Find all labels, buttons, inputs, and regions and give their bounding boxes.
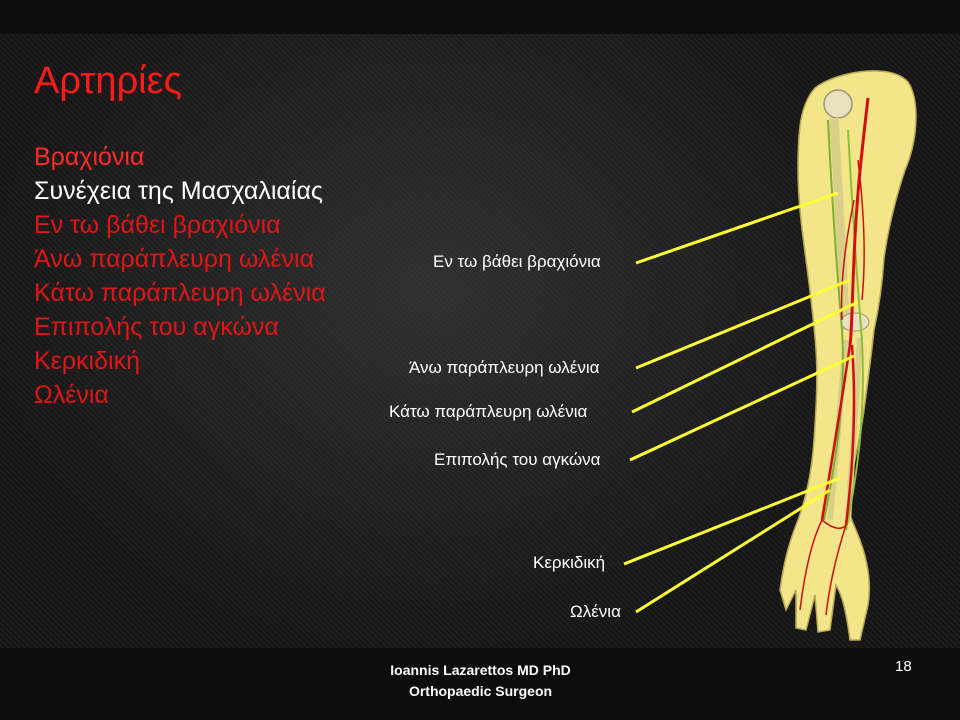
footer-credit xyxy=(368,660,593,702)
outline-item: Βραχιόνια xyxy=(34,143,145,171)
label-inferior-ulnar-collateral: Κάτω παράπλευρη ωλένια xyxy=(389,402,588,421)
label-superficial-elbow: Επιπολής του αγκώνα xyxy=(434,450,601,469)
outline-item: Ωλένια xyxy=(34,381,109,409)
label-superior-ulnar-collateral: Άνω παράπλευρη ωλένια xyxy=(409,358,600,377)
outline-item: Κάτω παράπλευρη ωλένια xyxy=(34,279,326,307)
outline-item: Συνέχεια της Μασχαλιαίας xyxy=(34,177,323,205)
outline-item: Κερκιδική xyxy=(34,347,140,375)
outline-item: Άνω παράπλευρη ωλένια xyxy=(34,245,315,273)
label-radial: Κερκιδική xyxy=(533,553,606,572)
label-deep-brachial: Εν τω βάθει βραχιόνια xyxy=(433,252,601,271)
footer-role: Orthopaedic Surgeon xyxy=(408,683,553,699)
label-ulnar: Ωλένια xyxy=(570,602,621,621)
page-number: 18 xyxy=(895,658,912,675)
outline-item: Επιπολής του αγκώνα xyxy=(34,313,279,341)
outline-item: Εν τω βάθει βραχιόνια xyxy=(34,211,281,239)
footer-author: Ioannis Lazarettos MD PhD xyxy=(390,662,571,678)
slide-title: Αρτηρίες xyxy=(34,60,182,102)
